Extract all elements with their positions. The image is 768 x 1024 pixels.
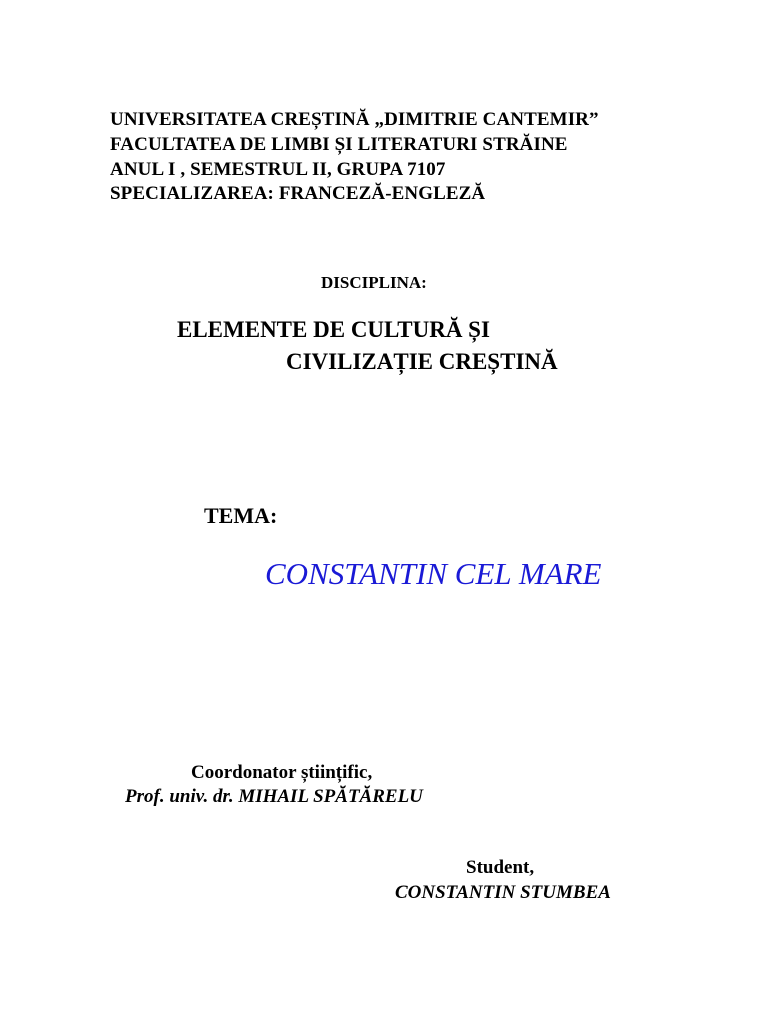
faculty-name: FACULTATEA DE LIMBI ȘI LITERATURI STRĂINE: [110, 134, 568, 155]
theme-label: TEMA:: [204, 503, 278, 528]
university-name: UNIVERSITATEA CREȘTINĂ „DIMITRIE CANTEMIR”: [110, 109, 599, 130]
coordinator-name: Prof. univ. dr. MIHAIL SPĂTĂRELU: [125, 786, 423, 807]
discipline-label: DISCIPLINA:: [321, 273, 427, 292]
year-semester-group: ANUL I , SEMESTRUL II, GRUPA 7107: [110, 159, 446, 180]
coordinator-label: Coordonator științific,: [191, 762, 373, 783]
discipline-name-line2: CIVILIZAȚIE CREȘTINĂ: [286, 349, 558, 374]
student-name: CONSTANTIN STUMBEA: [395, 882, 611, 903]
theme-title: CONSTANTIN CEL MARE: [265, 556, 602, 591]
student-label: Student,: [466, 857, 535, 878]
discipline-name-line1: ELEMENTE DE CULTURĂ ȘI: [177, 317, 490, 342]
specialization: SPECIALIZAREA: FRANCEZĂ-ENGLEZĂ: [110, 183, 486, 204]
